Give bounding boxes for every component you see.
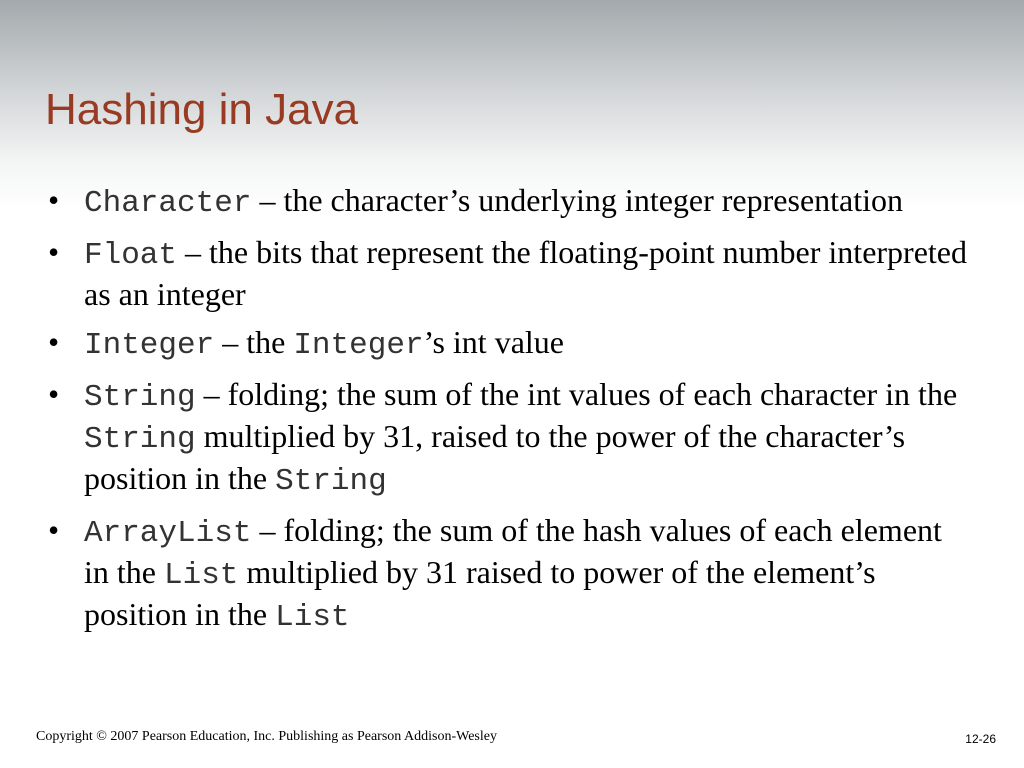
code-term: Float (84, 238, 178, 273)
bullet-text: multiplied by 31 raised to power of the element’s position in the (84, 554, 876, 632)
bullet-item-string (48, 375, 968, 501)
page-number: 12-26 (965, 732, 996, 746)
bullet-marker: • (48, 512, 60, 548)
code-term: String (275, 464, 387, 499)
code-term: List (275, 600, 350, 635)
bullet-list (48, 181, 968, 647)
code-term: String (84, 380, 196, 415)
slide-title: Hashing in Java (45, 85, 359, 134)
footer-copyright: Copyright © 2007 Pearson Education, Inc. Publishing as Pearson Addison-Wesley (36, 729, 497, 744)
code-term: ArrayList (84, 516, 252, 551)
bullet-marker: • (48, 234, 60, 270)
bullet-item-float (48, 233, 968, 313)
bullet-item-arraylist (48, 511, 968, 637)
bullet-text: – the (214, 324, 294, 360)
code-term: Integer (84, 328, 215, 363)
bullet-marker: • (48, 324, 60, 360)
bullet-text: multiplied by 31, raised to the power of the character’s position in the (84, 418, 906, 496)
code-term: Integer (293, 328, 424, 363)
bullet-text: – the bits that represent the floating-point number interpreted as an integer (84, 234, 967, 312)
bullet-item-integer (48, 323, 968, 365)
bullet-text: ’s int value (423, 324, 564, 360)
bullet-marker: • (48, 182, 60, 218)
bullet-item-character (48, 181, 968, 223)
code-term: List (163, 558, 239, 593)
bullet-text: – the character’s underlying integer representation (251, 182, 904, 218)
bullet-marker: • (48, 376, 60, 412)
bullet-text: – folding; the sum of the hash values of each element in the (84, 512, 942, 590)
code-term: String (84, 422, 196, 457)
code-term: Character (84, 186, 252, 221)
bullet-text: – folding; the sum of the int values of each character in the (195, 376, 958, 412)
